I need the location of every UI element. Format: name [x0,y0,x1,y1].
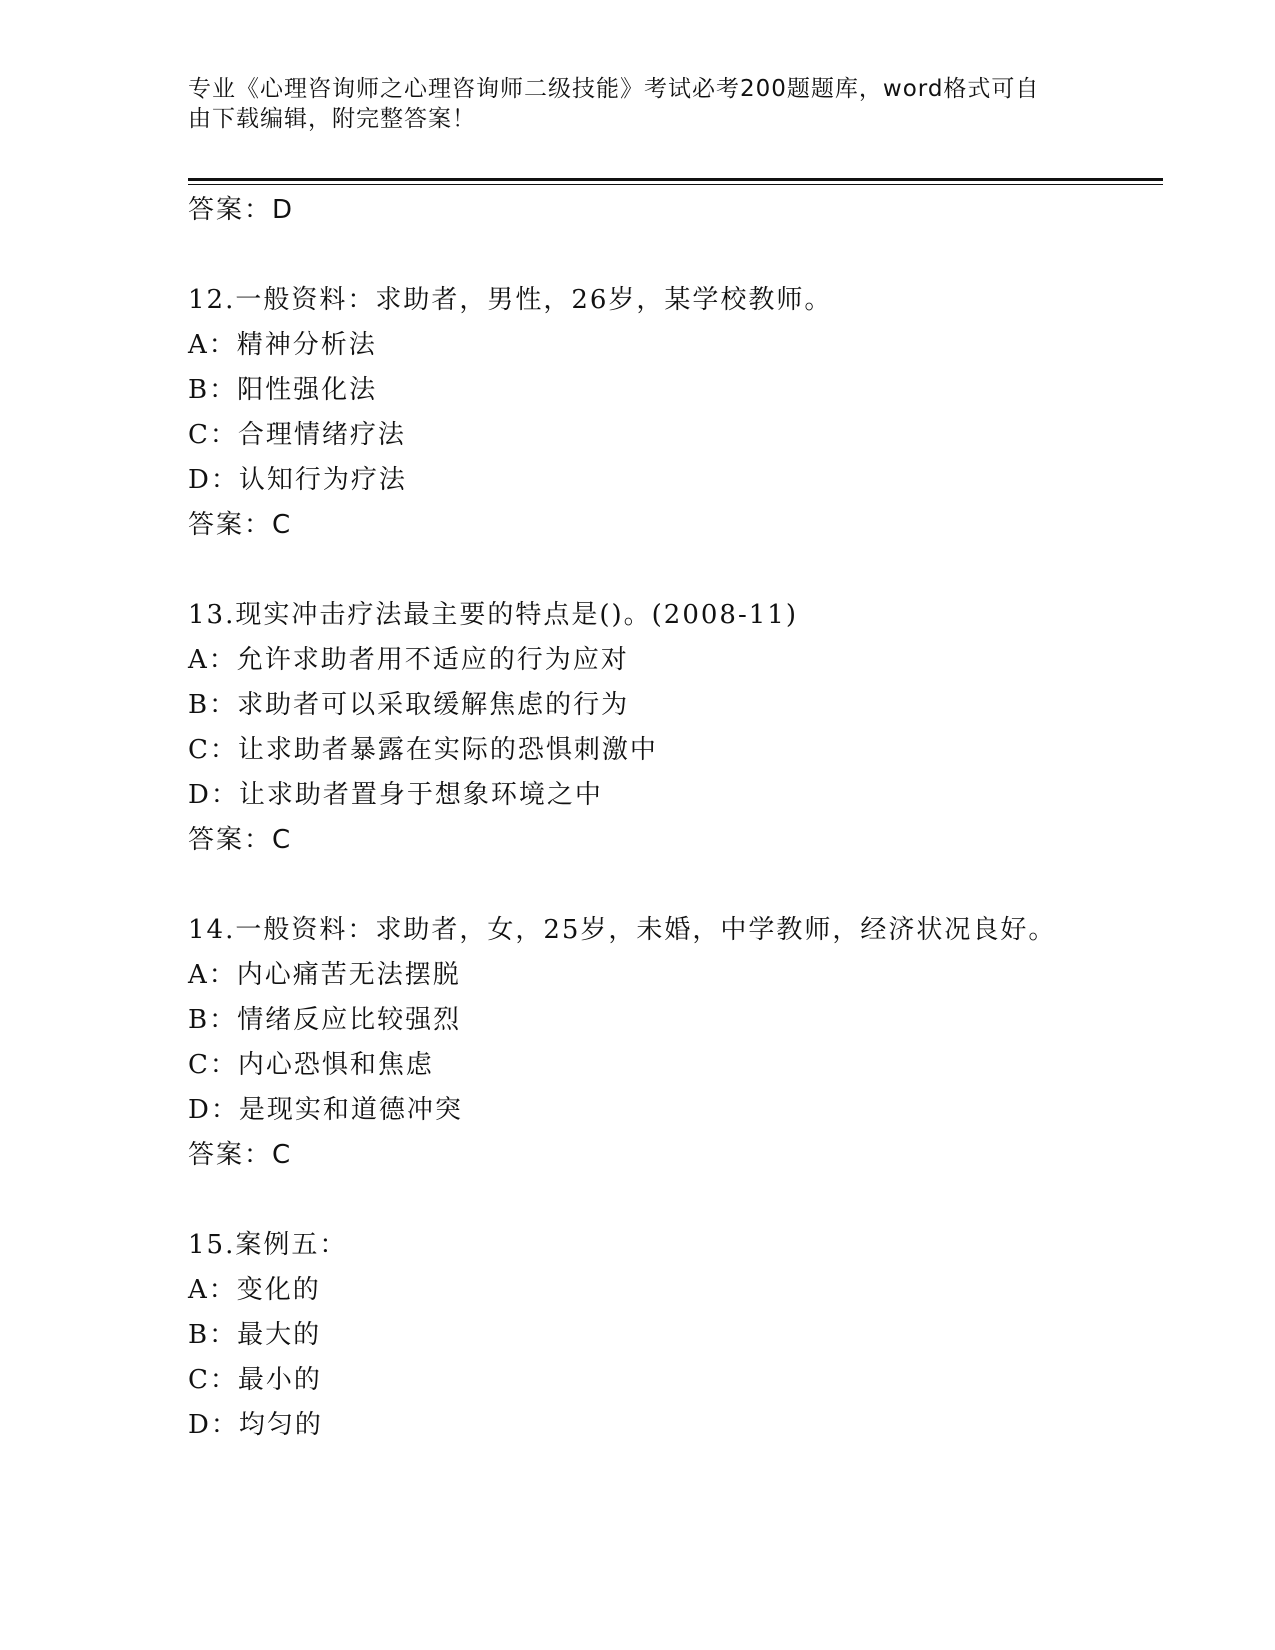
option-d: D：均匀的 [188,1410,323,1440]
option-a: A：内心痛苦无法摆脱 [188,960,461,990]
option-a: A：允许求助者用不适应的行为应对 [188,645,629,675]
question-12: 12.一般资料：求助者，男性，26岁，某学校教师。 [188,285,833,315]
option-c: C：合理情绪疗法 [188,420,406,450]
question-13: 13.现实冲击疗法最主要的特点是()。(2008-11) [188,600,798,630]
option-d: D：认知行为疗法 [188,465,407,495]
answer-line: 答案：D [188,195,295,225]
option-d: D：让求助者置身于想象环境之中 [188,780,603,810]
option-a: A：变化的 [188,1275,321,1305]
header-divider-thin [188,184,1163,185]
option-d: D：是现实和道德冲突 [188,1095,463,1125]
option-b: B：求助者可以采取缓解焦虑的行为 [188,690,630,720]
question-14: 14.一般资料：求助者，女，25岁，未婚，中学教师，经济状况良好。 [188,915,1057,945]
option-a: A：精神分析法 [188,330,377,360]
option-b: B：阳性强化法 [188,375,378,405]
option-c: C：让求助者暴露在实际的恐惧刺激中 [188,735,658,765]
option-c: C：内心恐惧和焦虑 [188,1050,434,1080]
option-b: B：最大的 [188,1320,322,1350]
answer-line: 答案：C [188,1140,293,1170]
answer-line: 答案：C [188,825,293,855]
answer-line: 答案：C [188,510,293,540]
option-b: B：情绪反应比较强烈 [188,1005,462,1035]
document-header: 专业《心理咨询师之心理咨询师二级技能》考试必考200题题库，word格式可自 由下载编辑，附完整答案！ [188,76,1040,132]
header-divider-thick [188,178,1163,181]
option-c: C：最小的 [188,1365,322,1395]
question-15: 15.案例五： [188,1230,348,1260]
